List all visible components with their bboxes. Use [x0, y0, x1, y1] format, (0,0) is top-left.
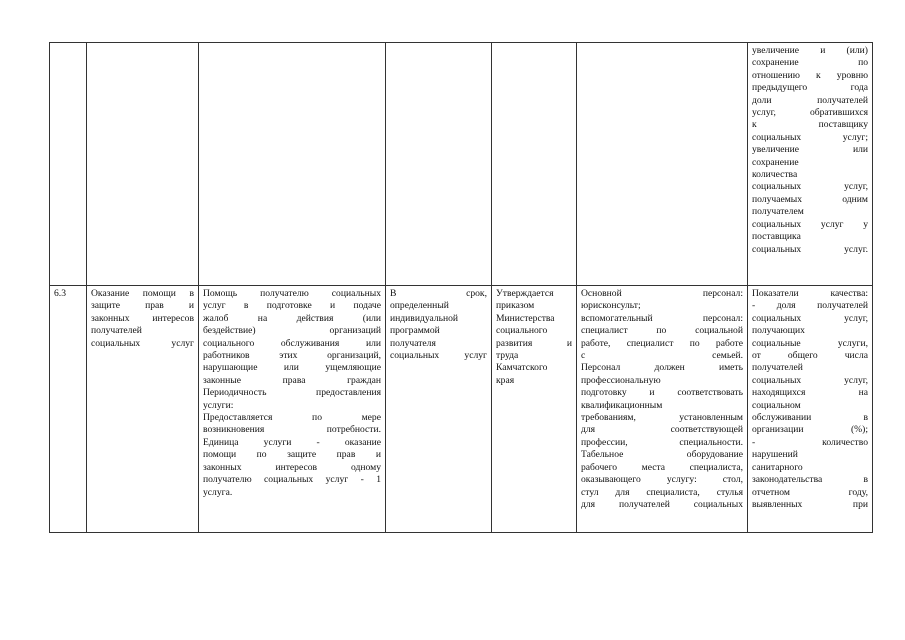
text-line: поставщика — [752, 231, 801, 243]
text-line: для получателей социальных — [581, 498, 743, 510]
text-line: требованиям, установленным — [581, 412, 743, 424]
personnel-text — [581, 288, 743, 511]
text-line: сохранение по — [752, 57, 868, 69]
text-line: индивидуальной — [390, 312, 459, 324]
text-line: законных интересов — [91, 312, 194, 324]
text-line: социальных услуг, — [752, 312, 868, 324]
cell-number — [50, 286, 87, 533]
text-line: юрисконсульт; — [581, 300, 641, 312]
text-line: социального обслуживания или — [203, 337, 381, 349]
text-line: законные права граждан — [203, 374, 381, 386]
text-line: услуг, обратившихся — [752, 107, 868, 119]
text-line: жалоб на действия (или — [203, 312, 381, 324]
cell-deadline-empty — [386, 43, 492, 286]
standards-table — [49, 42, 873, 533]
text-line: обслуживании в — [752, 412, 868, 424]
cell-approval-empty — [492, 43, 577, 286]
text-line: Камчатского — [496, 362, 548, 374]
text-line: профессиональную — [581, 374, 661, 386]
text-line: для соответствующей — [581, 424, 743, 436]
text-line: предыдущего года — [752, 82, 868, 94]
text-line: получаемых одним — [752, 193, 868, 205]
text-line: количества — [752, 169, 798, 181]
text-line: получателей — [91, 325, 142, 337]
text-line: защите прав и — [91, 300, 194, 312]
text-line: - количество — [752, 436, 868, 448]
text-line: В срок, — [390, 288, 487, 299]
text-line: законодательства в — [752, 474, 868, 486]
text-line: помощи по защите прав и — [203, 449, 381, 461]
text-line: специалист по социальной — [581, 325, 743, 337]
text-line: квалификационным — [581, 399, 663, 411]
text-line: увеличение или — [752, 144, 868, 156]
text-line: социальных услуг у — [752, 218, 868, 230]
cell-service-name-empty — [87, 43, 199, 286]
text-line: Оказание помощи в — [91, 288, 194, 299]
text-line: подготовку и соответствовать — [581, 387, 743, 399]
text-line: доли получателей — [752, 94, 868, 106]
text-line: Персонал должен иметь — [581, 362, 743, 374]
text-line: Показатели качества: — [752, 288, 868, 299]
text-line: получателей — [752, 362, 803, 374]
service-name-text — [91, 288, 194, 350]
text-line: - доля получателей — [752, 300, 868, 312]
cell-description — [199, 286, 386, 533]
text-line: работников этих организаций, — [203, 350, 381, 362]
cell-description-empty — [199, 43, 386, 286]
text-line: увеличение и (или) — [752, 45, 868, 56]
service-description-text — [203, 288, 381, 499]
text-line: Помощь получателю социальных — [203, 288, 381, 299]
quality-indicators-text — [752, 288, 868, 511]
text-line: организации (%); — [752, 424, 868, 436]
text-line: сохранение — [752, 156, 799, 168]
text-line: оказывающего услугу: стол, — [581, 474, 743, 486]
cell-personnel — [577, 286, 748, 533]
text-line: труда — [496, 350, 519, 362]
text-line: определенный — [390, 300, 449, 312]
text-line: Единица услуги - оказание — [203, 436, 381, 448]
text-line: рабочего места специалиста, — [581, 461, 743, 473]
text-line: услуга. — [203, 486, 233, 498]
text-line: Предоставляется по мере — [203, 412, 381, 424]
text-line: стул для специалиста, стулья — [581, 486, 743, 498]
text-line: законных интересов одному — [203, 461, 381, 473]
text-line: социальных услуг — [390, 350, 487, 362]
text-line: от общего числа — [752, 350, 868, 362]
text-line: программой — [390, 325, 440, 337]
cell-quality-indicators — [748, 286, 873, 533]
text-line: получателю социальных услуг - 1 — [203, 474, 381, 486]
text-line: приказом — [496, 300, 535, 312]
deadline-text — [390, 288, 487, 362]
text-line: социальных услуг — [91, 337, 194, 349]
text-line: вспомогательный персонал: — [581, 312, 743, 324]
text-line: выявленных при — [752, 498, 868, 510]
text-line: нарушающие или ущемляющие — [203, 362, 381, 374]
text-line: получающих — [752, 325, 805, 337]
text-line: Утверждается — [496, 288, 554, 299]
text-line: находящихся на — [752, 387, 868, 399]
text-line: к поставщику — [752, 119, 868, 131]
text-line: Периодичность предоставления — [203, 387, 381, 399]
cell-service-name — [87, 286, 199, 533]
text-line: Министерства — [496, 312, 555, 324]
text-line: получателем — [752, 206, 804, 218]
cell-quality-indicators-continued — [748, 43, 873, 286]
text-line: получателя — [390, 337, 436, 349]
table-row — [50, 286, 873, 533]
text-line: нарушений — [752, 449, 798, 461]
text-line: Основной персонал: — [581, 288, 743, 299]
text-line: социальных услуг; — [752, 131, 868, 143]
text-line: социальных услуг, — [752, 181, 868, 193]
text-line: бездействие) организаций — [203, 325, 381, 337]
cell-number-empty — [50, 43, 87, 286]
text-line: социальном — [752, 399, 801, 411]
text-line: Табельное оборудование — [581, 449, 743, 461]
text-line: услуги: — [203, 399, 234, 411]
text-line: социальных услуг. — [752, 243, 868, 255]
text-line: работе, специалист по работе — [581, 337, 743, 349]
quality-text-continued — [752, 45, 868, 256]
text-line: социальные услуги, — [752, 337, 868, 349]
cell-personnel-empty — [577, 43, 748, 286]
text-line: возникновения потребности. — [203, 424, 381, 436]
approval-text — [496, 288, 572, 387]
cell-deadline — [386, 286, 492, 533]
cell-approval — [492, 286, 577, 533]
text-line: отчетном году, — [752, 486, 868, 498]
table-row — [50, 43, 873, 286]
text-line: края — [496, 374, 515, 386]
text-line: услуг в подготовке и подаче — [203, 300, 381, 312]
text-line: профессии, специальности. — [581, 436, 743, 448]
row-number: 6.3 — [54, 288, 66, 299]
text-line: социальных услуг, — [752, 374, 868, 386]
text-line: с семьей. — [581, 350, 743, 362]
text-line: социального — [496, 325, 548, 337]
text-line: отношению к уровню — [752, 69, 868, 81]
text-line: развития и — [496, 337, 572, 349]
text-line: санитарного — [752, 461, 803, 473]
